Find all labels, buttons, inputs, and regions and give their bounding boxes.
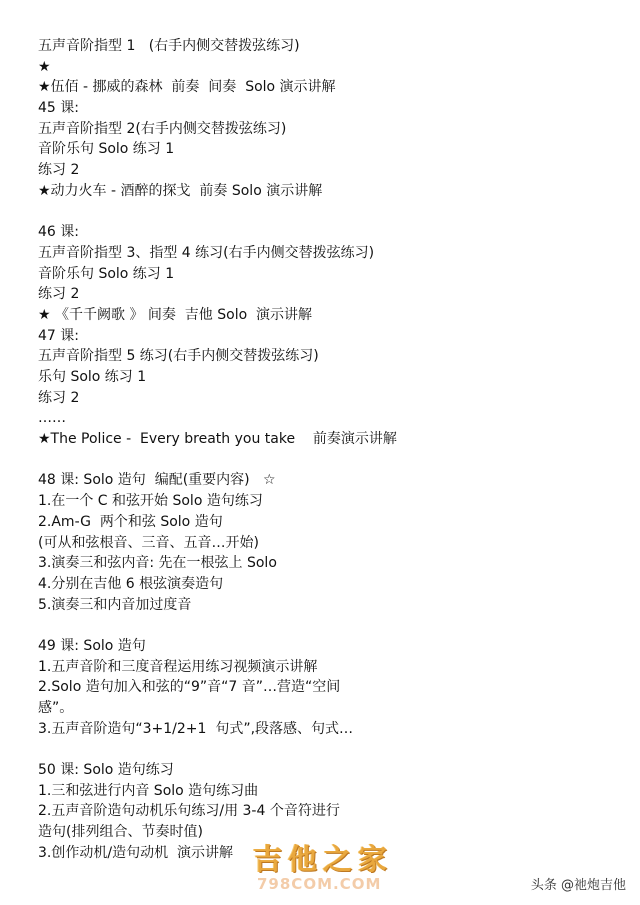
text-line: 50 课: Solo 造句练习 <box>38 762 174 779</box>
text-line: 五声音阶指型 2(右手内侧交替拨弦练习) <box>38 120 287 137</box>
text-line: 3.演奏三和弦内音: 先在一根弦上 Solo <box>38 555 277 572</box>
text-line: 1.在一个 C 和弦开始 Solo 造句练习 <box>38 493 263 510</box>
text-line: 3.创作动机/造句动机 演示讲解 <box>38 844 233 861</box>
text-line: 2.Solo 造句加入和弦的“9”音“7 音”…营造“空间 <box>38 679 341 696</box>
text-line: (可从和弦根音、三音、五音…开始) <box>38 534 259 551</box>
watermark-logo <box>253 837 403 897</box>
text-line: 感”。 <box>38 700 74 716</box>
text-line: 音阶乐句 Solo 练习 1 <box>38 141 175 158</box>
text-line: 48 课: Solo 造句 编配(重要内容) ☆ <box>38 472 276 489</box>
watermark-domain: 798COM.COM <box>257 875 382 893</box>
text-line: ★ 《千千阙歌 》 间奏 吉他 Solo 演示讲解 <box>38 306 313 323</box>
text-line: 45 课: <box>38 100 79 117</box>
text-line: 2.五声音阶造句动机乐句练习/用 3-4 个音符进行 <box>38 803 340 820</box>
blank-line <box>38 202 598 223</box>
text-line: 1.五声音阶和三度音程运用练习视频演示讲解 <box>38 658 318 675</box>
text-line: 3.五声音阶造句“3+1/2+1 句式”,段落感、句式… <box>38 720 354 737</box>
text-line: 五声音阶指型 3、指型 4 练习(右手内侧交替拨弦练习) <box>38 244 375 261</box>
text-line: 49 课: Solo 造句 <box>38 637 146 654</box>
watermark-title: 吉他之家 <box>253 842 394 876</box>
text-line: 47 课: <box>38 327 79 344</box>
text-line: 练习 2 <box>38 389 80 406</box>
text-line: 46 课: <box>38 224 79 241</box>
text-line: 练习 2 <box>38 286 80 303</box>
text-line: 2.Am-G 两个和弦 Solo 造句 <box>38 513 223 530</box>
text-line: 4.分别在吉他 6 根弦演奏造句 <box>38 575 224 592</box>
text-line: 造句(排列组合、节奏时值) <box>38 824 203 841</box>
source-credit: 头条 @祂炮吉他 <box>530 878 626 893</box>
blank-line <box>38 739 598 760</box>
text-line: 5.演奏三和内音加过度音 <box>38 596 192 613</box>
text-line: …… <box>38 410 66 427</box>
text-line: 五声音阶指型 5 练习(右手内侧交替拨弦练习) <box>38 348 319 365</box>
text-line: 乐句 Solo 练习 1 <box>38 369 147 385</box>
blank-line <box>38 450 598 471</box>
text-line: 音阶乐句 Solo 练习 1 <box>38 265 175 282</box>
document-body <box>38 36 598 864</box>
text-line: 五声音阶指型 1 (右手内侧交替拨弦练习) <box>38 38 300 54</box>
text-line: ★动力火车 - 酒醉的探戈 前奏 Solo 演示讲解 <box>38 182 323 199</box>
text-line: ★ <box>38 58 51 75</box>
text-line: 1.三和弦进行内音 Solo 造句练习曲 <box>38 782 259 799</box>
blank-line <box>38 615 598 636</box>
text-line: ★伍佰 - 挪威的森林 前奏 间奏 Solo 演示讲解 <box>38 79 336 96</box>
text-line: ★The Police - Every breath you take 前奏演示讲解 <box>38 431 397 448</box>
text-line: 练习 2 <box>38 162 80 179</box>
